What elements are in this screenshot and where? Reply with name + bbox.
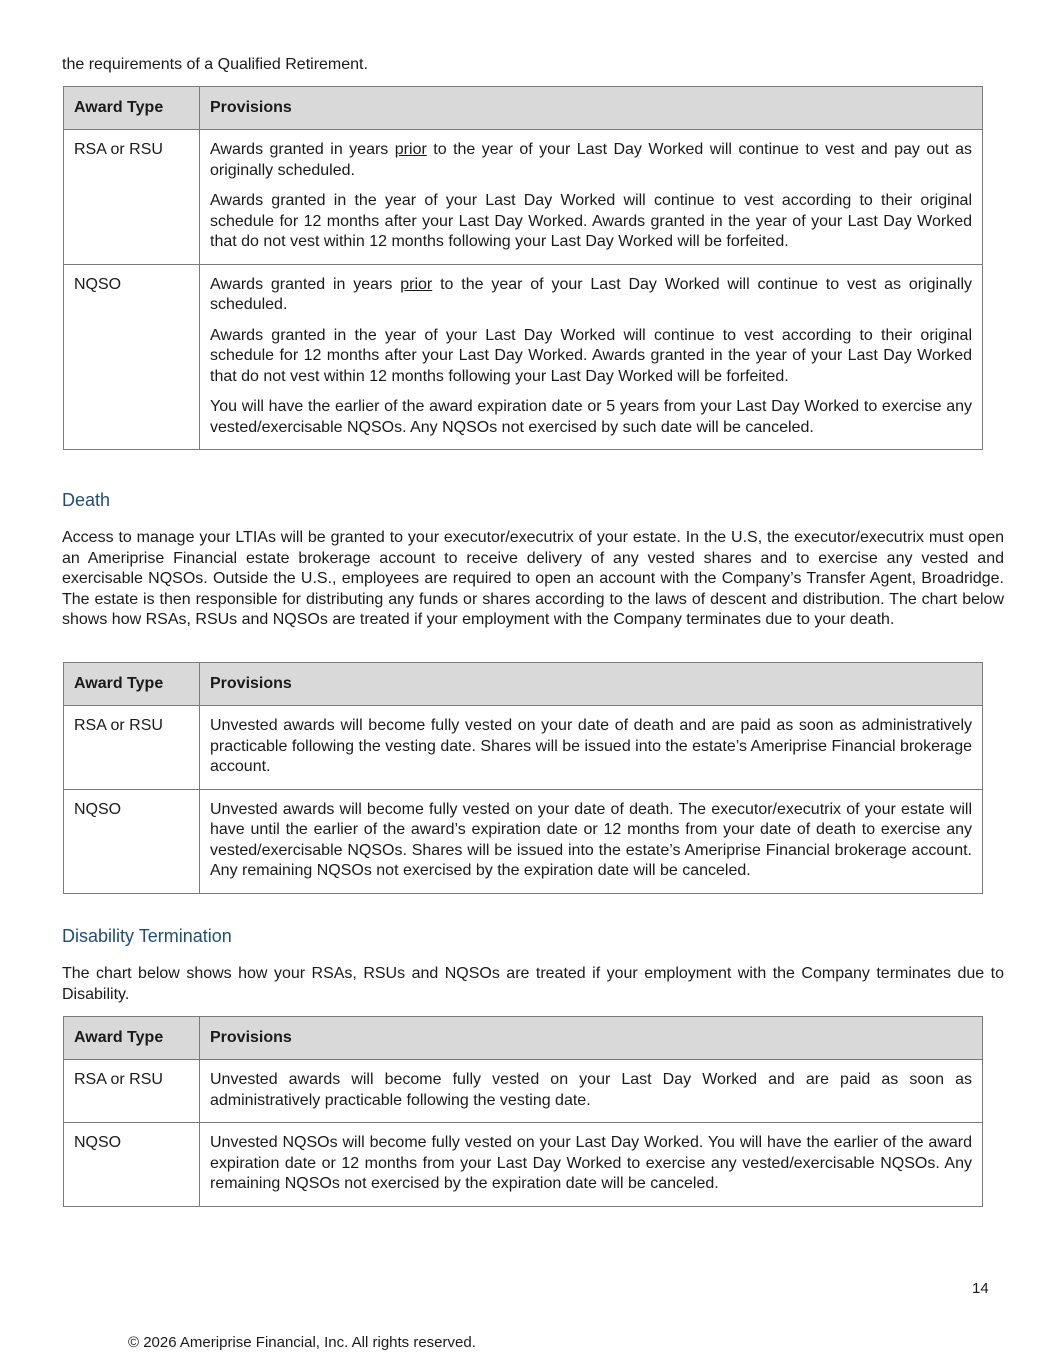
table-row [64, 264, 983, 450]
provision-paragraph: Unvested NQSOs will become fully vested on your Last Day Worked. You will have the earlier of the award expiration date or 12 months from your Last Day Worked to exercise any vested/exercisable NQSOs. Any remaining NQSOs not exercised by the expiration date will be canceled. [210, 1134, 972, 1192]
table-row [64, 789, 983, 893]
disability-paragraph: The chart below shows how your RSAs, RSUs and NQSOs are treated if your employment with the Company terminates due to Disability. [62, 965, 1004, 1003]
table-header-row [64, 663, 983, 706]
provisions-cell [200, 1123, 983, 1207]
provision-paragraph: Awards granted in the year of your Last Day Worked will continue to vest according to their original schedule for 12 months after your Last Day Worked. Awards granted in the year of your Last Day Worked that do not vest within 12 months following your Last Day Worked will be forfeited. [210, 326, 972, 385]
provisions-cell [200, 130, 983, 265]
death-heading: Death [62, 490, 111, 510]
award-type-cell: NQSO [64, 264, 200, 450]
provisions-cell [200, 264, 983, 450]
provision-paragraph: Awards granted in the year of your Last Day Worked will continue to vest according to their original schedule for 12 months after your Last Day Worked. Awards granted in the year of your Last Day Worked that do not vest within 12 months following your Last Day Worked will be forfeited. [210, 192, 972, 250]
provisions-cell [200, 1060, 983, 1123]
award-type-cell: NQSO [64, 789, 200, 893]
provisions-cell [200, 706, 983, 790]
provisions-cell [200, 789, 983, 893]
header-provisions: Provisions [200, 1017, 983, 1060]
header-award-type: Award Type [64, 87, 200, 130]
provision-paragraph: You will have the earlier of the award expiration date or 5 years from your Last Day Worked to exercise any vested/exercisable NQSOs. Any NQSOs not exercised by such date will be canceled. [210, 398, 972, 436]
provision-paragraph: Unvested awards will become fully vested on your Last Day Worked and are paid as soon as administratively practicable following the vesting date. [210, 1071, 972, 1109]
award-type-cell: RSA or RSU [64, 706, 200, 790]
provision-paragraph: Awards granted in years prior to the year of your Last Day Worked will continue to vest and pay out as originally scheduled. [210, 141, 973, 179]
header-provisions: Provisions [200, 87, 983, 130]
award-type-cell: RSA or RSU [64, 1060, 200, 1123]
death-paragraph: Access to manage your LTIAs will be granted to your executor/executrix of your estate. In the U.S, the executor/executrix must open an Ameriprise Financial estate brokerage account to receive delivery of any vested shares and to exercise any vested and exercisable NQSOs. Outside the U.S., employees are required to open an account with the Company’s Transfer Agent, Broadridge. The estate is then responsible for distributing any funds or shares according to the laws of descent and distribution. The chart below shows how RSAs, RSUs and NQSOs are treated if your employment with the Company terminates due to your death. [62, 529, 1004, 628]
header-award-type: Award Type [64, 663, 200, 706]
table-header-row [64, 1017, 983, 1060]
disability-provisions-table [63, 1016, 983, 1207]
table-header-row [64, 87, 983, 130]
copyright-footer: © 2026 Ameriprise Financial, Inc. All rights reserved. [128, 1334, 476, 1351]
retirement-provisions-table [63, 86, 983, 450]
award-type-cell: RSA or RSU [64, 130, 200, 265]
table-row [64, 1123, 983, 1207]
provision-paragraph: Awards granted in years prior to the year of your Last Day Worked will continue to vest as originally scheduled. [210, 275, 973, 313]
provision-paragraph: Unvested awards will become fully vested on your date of death. The executor/executrix of your estate will have until the earlier of the award’s expiration date or 12 months from your date of death to exercise any vested/exercisable NQSOs. Shares will be issued into the estate’s Ameriprise Financial brokerage account. Any remaining NQSOs not exercised by the expiration date will be canceled. [210, 800, 972, 879]
table-row [64, 706, 983, 790]
header-provisions: Provisions [200, 663, 983, 706]
page-number: 14 [972, 1280, 989, 1297]
award-type-cell: NQSO [64, 1123, 200, 1207]
provision-paragraph: Unvested awards will become fully vested on your date of death and are paid as soon as administratively practicable following the vesting date. Shares will be issued into the estate’s Ameriprise Financial brokerage account. [210, 717, 972, 775]
header-award-type: Award Type [64, 1017, 200, 1060]
death-provisions-table [63, 662, 983, 894]
table-row [64, 1060, 983, 1123]
intro-text: the requirements of a Qualified Retirement. [62, 56, 368, 73]
disability-heading: Disability Termination [62, 926, 232, 946]
emphasis-prior: prior [394, 141, 427, 158]
emphasis-prior: prior [400, 275, 433, 293]
table-row [64, 130, 983, 265]
